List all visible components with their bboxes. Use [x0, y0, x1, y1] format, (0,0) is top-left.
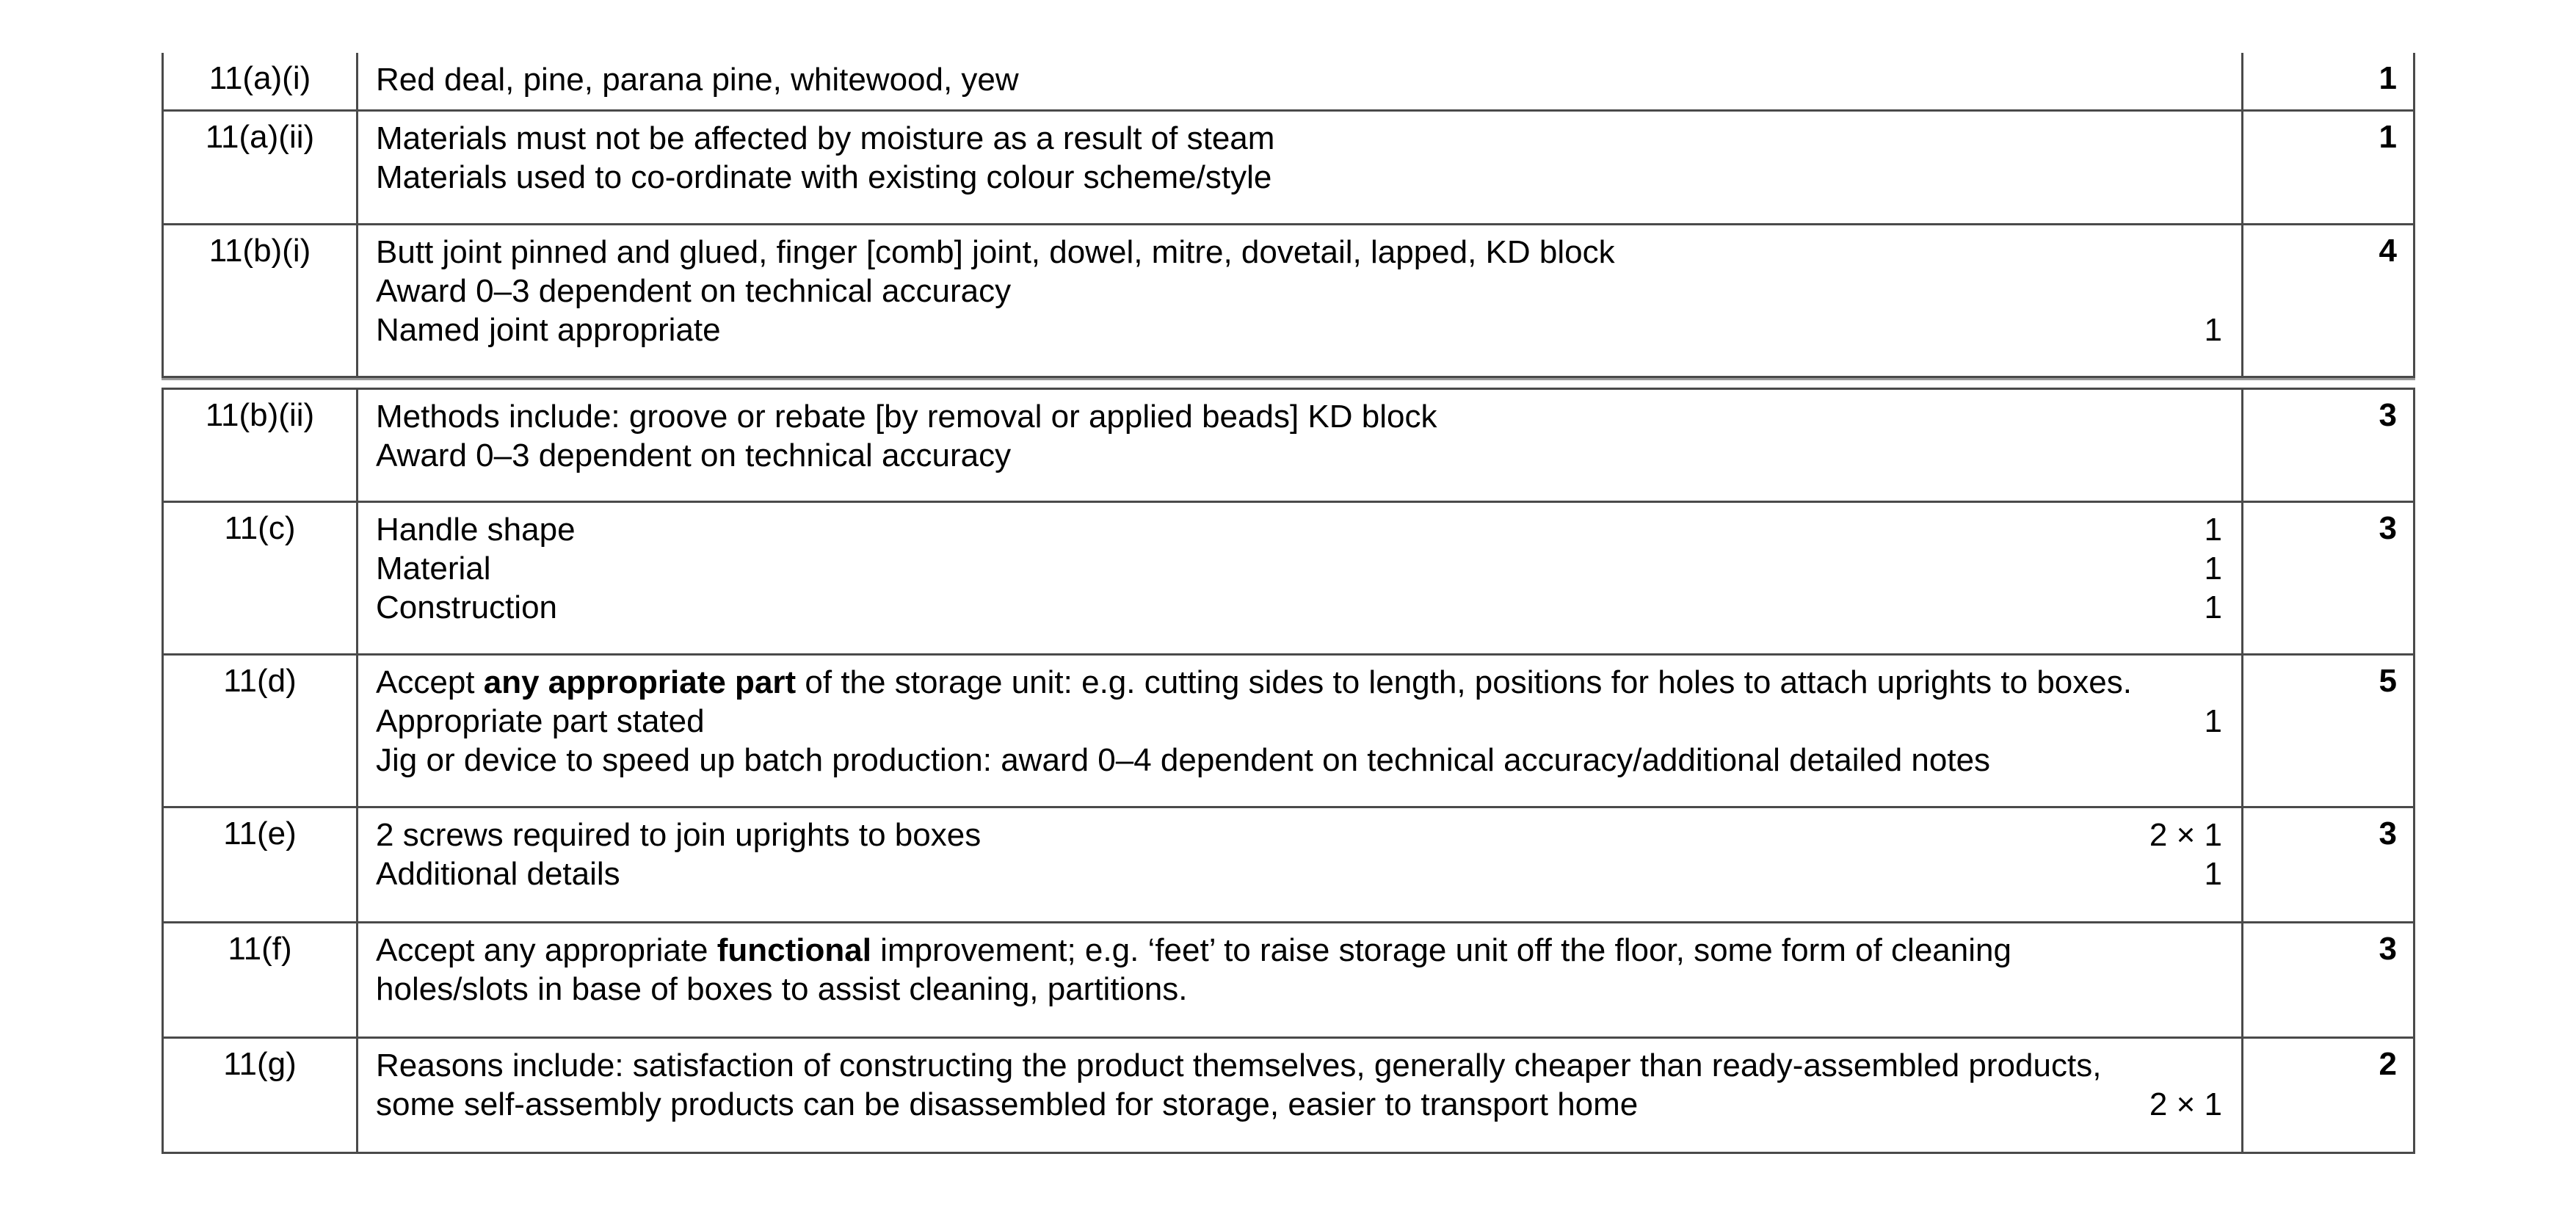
answer-cell — [358, 112, 2243, 223]
answer-line: Accept any appropriate part of the storage unit: e.g. cutting sides to length, positions for holes to attach uprights to boxes. — [376, 664, 2132, 700]
marks-cell: 2 — [2379, 1046, 2397, 1082]
question-number: 11(b)(ii) — [164, 390, 358, 501]
answer-line: Accept any appropriate functional improvement; e.g. ‘feet’ to raise storage unit off the floor, some form of cleaning — [376, 932, 2011, 968]
table-row — [162, 112, 2415, 225]
answer-line: Materials must not be affected by moisture as a result of steam — [376, 120, 1275, 156]
answer-line: Additional details 1 — [376, 856, 2222, 892]
answer-line: Reasons include: satisfaction of constructing the product themselves, generally cheaper than ready-assembled products, — [376, 1048, 2102, 1083]
answer-cell — [358, 390, 2243, 501]
emphasis: functional — [716, 932, 871, 968]
answer-line: Material 1 — [376, 551, 2222, 587]
marks-cell: 4 — [2379, 233, 2397, 269]
answer-cell — [358, 808, 2243, 921]
question-number: 11(b)(i) — [164, 225, 358, 376]
answer-line: Award 0–3 dependent on technical accuracy — [376, 438, 1012, 473]
answer-line: Award 0–3 dependent on technical accuracy — [376, 273, 1012, 309]
marks-cell: 3 — [2379, 510, 2397, 546]
table-row — [162, 388, 2415, 503]
answer-cell — [358, 1039, 2243, 1152]
section-divider — [162, 378, 2415, 384]
answer-line: Methods include: groove or rebate [by removal or applied beads] KD block — [376, 399, 1437, 435]
sub-mark: 1 — [2204, 856, 2222, 892]
emphasis: any appropriate part — [483, 664, 797, 700]
answer-line: Materials used to co-ordinate with existing colour scheme/style — [376, 159, 1272, 195]
marks-cell: 3 — [2379, 816, 2397, 852]
table-row — [162, 53, 2415, 112]
marks-cell: 1 — [2379, 60, 2397, 96]
sub-mark: 1 — [2204, 512, 2222, 548]
table-row — [162, 1039, 2415, 1154]
question-number: 11(f) — [164, 923, 358, 1036]
marks-cell: 5 — [2379, 663, 2397, 699]
answer-cell — [358, 53, 2243, 109]
answer-line: Jig or device to speed up batch production: award 0–4 dependent on technical accuracy/additional detailed notes — [376, 742, 1991, 778]
answer-line: Appropriate part stated 1 — [376, 703, 2222, 739]
question-number: 11(a)(i) — [164, 53, 358, 109]
sub-mark: 1 — [2204, 551, 2222, 587]
sub-mark: 2 × 1 — [2149, 817, 2222, 853]
answer-cell — [358, 656, 2243, 806]
question-number: 11(g) — [164, 1039, 358, 1152]
question-number: 11(d) — [164, 656, 358, 806]
table-row — [162, 225, 2415, 378]
answer-cell — [358, 225, 2243, 376]
answer-cell — [358, 923, 2243, 1036]
question-number: 11(e) — [164, 808, 358, 921]
question-number: 11(a)(ii) — [164, 112, 358, 223]
answer-line: Butt joint pinned and glued, finger [comb] joint, dowel, mitre, dovetail, lapped, KD block — [376, 234, 1615, 270]
question-number: 11(c) — [164, 503, 358, 653]
answer-line: Construction 1 — [376, 589, 2222, 625]
sub-mark: 1 — [2204, 589, 2222, 625]
marks-cell: 3 — [2379, 397, 2397, 433]
sub-mark: 1 — [2204, 703, 2222, 739]
table-row — [162, 503, 2415, 656]
marks-cell: 1 — [2379, 119, 2397, 155]
answer-line: 2 screws required to join uprights to boxes 2 × 1 — [376, 817, 2222, 853]
sub-mark: 1 — [2204, 312, 2222, 348]
marks-cell: 3 — [2379, 931, 2397, 967]
answer-line: Red deal, pine, parana pine, whitewood, yew — [376, 62, 1019, 98]
answer-cell — [358, 503, 2243, 653]
answer-line: Handle shape 1 — [376, 512, 2222, 548]
answer-line: some self-assembly products can be disassembled for storage, easier to transport home 2 × 1 — [376, 1086, 2222, 1122]
table-row — [162, 808, 2415, 923]
answer-line: holes/slots in base of boxes to assist cleaning, partitions. — [376, 971, 1188, 1007]
answer-line: Named joint appropriate 1 — [376, 312, 2222, 348]
table-row — [162, 656, 2415, 808]
table-row — [162, 923, 2415, 1039]
sub-mark: 2 × 1 — [2149, 1086, 2222, 1122]
